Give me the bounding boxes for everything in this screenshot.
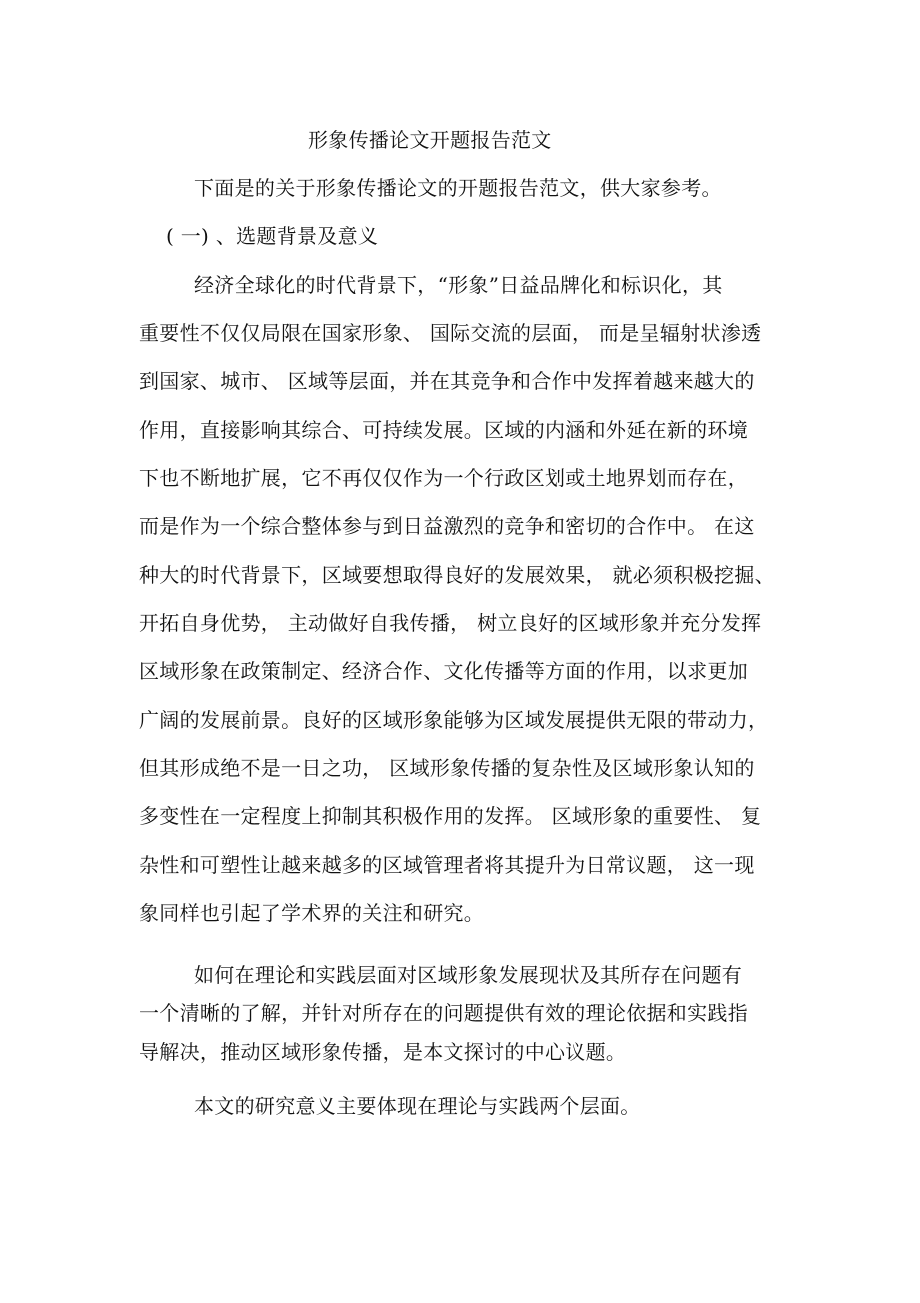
paragraph-line: 而是作为一个综合整体参与到日益激烈的竞争和密切的合作中。 在这 xyxy=(139,514,755,538)
paragraph-line: 但其形成绝不是一日之功， 区域形象传播的复杂性及区域形象认知的 xyxy=(139,756,755,780)
paragraph-line: 下也不断地扩展，它不再仅仅作为一个行政区划或土地界划而存在， xyxy=(139,466,748,490)
intro-paragraph: 下面是的关于形象传播论文的开题报告范文，供大家参考。 xyxy=(194,176,722,200)
document-title: 形象传播论文开题报告范文 xyxy=(308,128,552,152)
paragraph-line: 广阔的发展前景。良好的区域形象能够为区域发展提供无限的带动力， xyxy=(139,708,769,732)
paragraph-line: 如何在理论和实践层面对区域形象发展现状及其所存在问题有 xyxy=(194,963,743,987)
paragraph-line: 开拓自身优势， 主动做好自我传播， 树立良好的区域形象并充分发挥 xyxy=(139,611,762,635)
paragraph-line: 象同样也引起了学术界的关注和研究。 xyxy=(139,901,485,925)
paragraph-line: 导解决，推动区域形象传播，是本文探讨的中心议题。 xyxy=(139,1040,627,1064)
paragraph-line: 杂性和可塑性让越来越多的区域管理者将其提升为日常议题， 这一现 xyxy=(139,853,755,877)
paragraph-line: 重要性不仅仅局限在国家形象、 国际交流的层面， 而是呈辐射状渗透 xyxy=(139,321,762,345)
paragraph-line: 一个清晰的了解，并针对所存在的问题提供有效的理论依据和实践指 xyxy=(139,1001,748,1025)
paragraph-line: 作用，直接影响其综合、可持续发展。区域的内涵和外延在新的环境 xyxy=(139,418,748,442)
paragraph-3: 本文的研究意义主要体现在理论与实践两个层面。 xyxy=(194,1094,641,1118)
paragraph-line: 多变性在一定程度上抑制其积极作用的发挥。 区域形象的重要性、 复 xyxy=(139,804,762,828)
paragraph-line: 经济全球化的时代背景下，“形象”日益品牌化和标识化，其 xyxy=(194,273,723,297)
paragraph-line: 种大的时代背景下，区域要想取得良好的发展效果， 就必须积极挖掘、 xyxy=(139,563,775,587)
paragraph-line: 到国家、城市、 区域等层面，并在其竞争和合作中发挥着越来越大的 xyxy=(139,369,755,393)
paragraph-line: 区域形象在政策制定、经济合作、文化传播等方面的作用，以求更加 xyxy=(139,659,748,683)
section-heading: ( 一) 、选题背景及意义 xyxy=(166,224,379,248)
